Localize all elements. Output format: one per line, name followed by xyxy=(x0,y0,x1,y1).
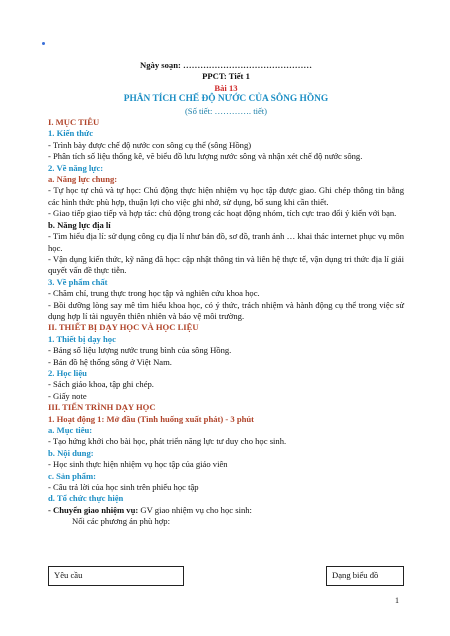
so-tiet: (Số tiết: …………. tiết) xyxy=(184,105,268,116)
text-line: - Giấy note xyxy=(48,390,87,401)
text-line: - Bồi dưỡng lòng say mê tìm hiểu khoa học, có ý thức, trách nhiệm và hành động cụ thể trong việc sử dụng hợp lí tài nguyên thiên nhiên và bảo vệ môi trường. xyxy=(48,299,404,321)
chart-type-box: Dạng biểu đồ xyxy=(326,566,404,586)
text-line: - Sách giáo khoa, tập ghi chép. xyxy=(48,379,154,390)
page-number: 1 xyxy=(395,596,399,605)
requirement-box: Yêu cầu xyxy=(48,566,184,586)
subheading-hoc-lieu: 2. Học liệu xyxy=(48,367,87,378)
text-line: - Tìm hiểu địa lí: sử dụng công cụ địa lí như bản đồ, sơ đồ, tranh ảnh … khai thác internet phục vụ môn học. xyxy=(48,231,404,253)
subheading-muc-tieu: a. Mục tiêu: xyxy=(48,425,93,435)
page-title: PHÂN TÍCH CHẾ ĐỘ NƯỚC CỦA SÔNG HỒNG xyxy=(123,94,329,105)
text-line: - Tự học tự chủ và tự học: Chủ động thực hiện nhiệm vụ học tập được giao. Ghi chép thông tin bằng các hình thức phù hợp, thuận lợi cho việc ghi nhớ, sử dụng, bổ sung khi cần thiết. xyxy=(48,185,404,207)
document-content xyxy=(48,60,404,528)
text-line: Nối các phương án phù hợp: xyxy=(72,516,170,527)
subheading-san-pham: c. Sản phẩm: xyxy=(48,470,96,481)
task-assignment-label: - Chuyển giao nhiệm vụ: xyxy=(48,504,139,515)
section-heading-muc-tieu: I. MỤC TIÊU xyxy=(48,117,100,128)
bullet-dot xyxy=(42,42,45,45)
ppct: PPCT: Tiết 1 xyxy=(202,71,250,82)
text-line: - Bảng số liệu lượng nước trung bình của sông Hồng. xyxy=(48,345,232,356)
task-assignment-text: GV giao nhiệm vụ cho học sinh: xyxy=(138,504,252,515)
text-line: - Phân tích số liệu thống kê, vẽ biểu đồ lưu lượng nước sông và nhận xét chế độ nước sông. xyxy=(48,151,363,162)
text-line: - Học sinh thực hiện nhiệm vụ học tập của giáo viên xyxy=(48,459,228,470)
subheading-nang-luc-chung: a. Năng lực chung: xyxy=(48,174,118,185)
section-heading-thiet-bi: II. THIẾT BỊ DẠY HỌC VÀ HỌC LIỆU xyxy=(48,322,199,333)
text-line: - Vận dụng kiến thức, kỹ năng đã học: cập nhật thông tin và liên hệ thực tế, vận dụng tri thức địa lí giải quyết vấn đề thực tiễn. xyxy=(48,253,404,276)
subheading-to-chuc: d. Tổ chức thực hiện xyxy=(48,493,124,504)
subheading-noi-dung: b. Nội dung: xyxy=(48,447,94,458)
activity-heading: 1. Hoạt động 1: Mở đầu (Tình huống xuất phát) - 3 phút xyxy=(48,413,255,424)
text-line: - Giao tiếp giao tiếp và hợp tác: chủ động trong các hoạt động nhóm, tích cực trao đổi ý kiến với bạn. xyxy=(48,208,397,219)
lesson-number: Bài 13 xyxy=(214,82,238,93)
subheading-pham-chat: 3. Về phẩm chất xyxy=(48,276,108,287)
text-line: - Bản đồ hệ thống sông ở Việt Nam. xyxy=(48,356,172,367)
subheading-kien-thuc: 1. Kiến thức xyxy=(48,128,94,139)
text-line: - Câu trả lời của học sinh trên phiếu học tập xyxy=(48,482,199,493)
task-assignment-line xyxy=(48,505,404,516)
text-line: - Tạo hứng khởi cho bài học, phát triển năng lực tư duy cho học sinh. xyxy=(48,436,287,447)
matching-boxes xyxy=(48,566,404,586)
subheading-nang-luc-dia-li: b. Năng lực địa lí xyxy=(48,219,111,230)
text-line: - Chăm chỉ, trung thực trong học tập và nghiên cứu khoa học. xyxy=(48,288,260,299)
section-heading-tien-trinh: III. TIẾN TRÌNH DẠY HỌC xyxy=(48,402,156,413)
text-line: - Trình bày được chế độ nước con sông cụ thể (sông Hồng) xyxy=(48,139,252,150)
subheading-thiet-bi: 1. Thiết bị dạy học xyxy=(48,333,116,344)
subheading-nang-luc: 2. Về năng lực: xyxy=(48,162,104,173)
ngay-soan: Ngày soạn: ……………………………………… xyxy=(140,60,312,70)
